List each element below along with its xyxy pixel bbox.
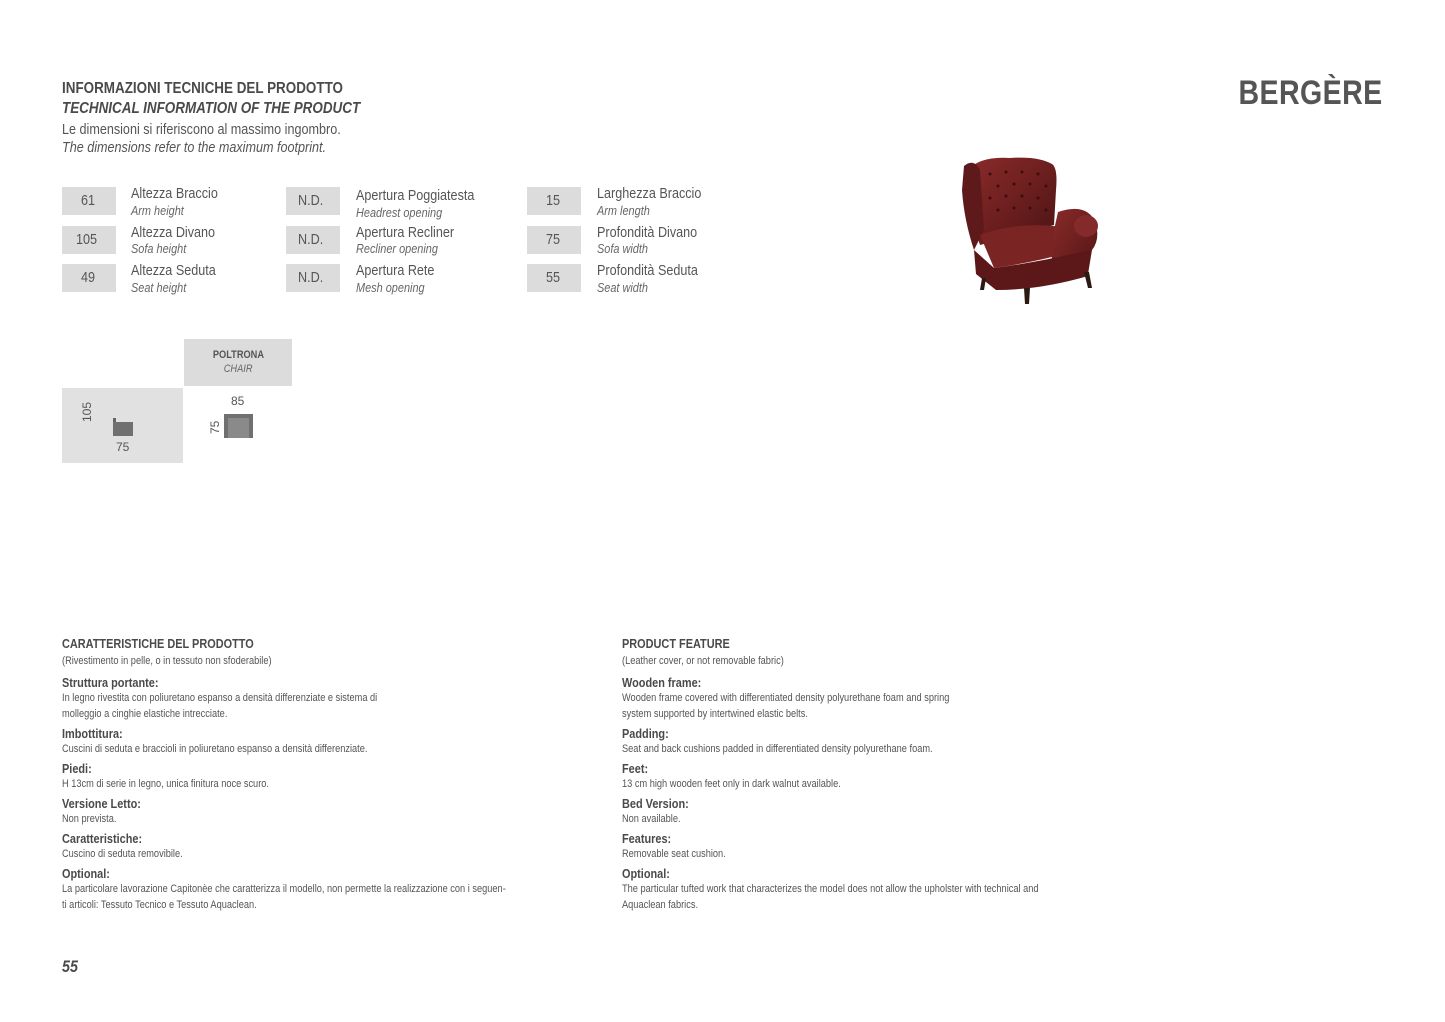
dim-sub-sofa-width: Sofa width: [597, 241, 648, 256]
dim-label-sofa-width: Profondità Divano: [597, 224, 698, 241]
dim-sub-seat-width: Seat width: [597, 280, 648, 295]
feature-text: Non prevista.: [62, 813, 117, 825]
features-it: [62, 635, 602, 916]
feature-head: Features:: [622, 831, 672, 846]
dim-label-recliner-opening: Apertura Recliner: [356, 224, 455, 241]
features-it-title: CARATTERISTICHE DEL PRODOTTO: [62, 636, 254, 651]
features-en: [622, 635, 1162, 916]
page-number: 55: [62, 957, 78, 976]
dim-sub-recliner-opening: Recliner opening: [356, 241, 438, 256]
dim-label-arm-length: Larghezza Braccio: [597, 185, 702, 202]
feature-head: Wooden frame:: [622, 675, 702, 690]
feature-text: Wooden frame covered with differentiated density polyurethane foam and spring system supported by intertwined elastic belts.: [622, 692, 950, 720]
dim-value-headrest-opening: N.D.: [286, 187, 340, 215]
dim-label-arm-height: Altezza Braccio: [131, 185, 218, 202]
dim-sub-headrest-opening: Headrest opening: [356, 205, 443, 220]
dim-value-sofa-width: 75: [527, 226, 581, 254]
dim-sub-arm-length: Arm length: [597, 203, 650, 218]
feature-text: 13 cm high wooden feet only in dark walnut available.: [622, 778, 841, 790]
dim-label-mesh-opening: Apertura Rete: [356, 262, 435, 279]
model-header-chair: [184, 339, 292, 386]
side-depth-value: 75: [116, 440, 130, 454]
chair-image: [950, 150, 1110, 310]
feature-text: Cuscino di seduta removibile.: [62, 848, 183, 860]
dim-label-sofa-height: Altezza Divano: [131, 224, 216, 241]
side-view-icon: [112, 414, 134, 438]
feature-head: Feet:: [622, 761, 649, 776]
header-title-it: INFORMAZIONI TECNICHE DEL PRODOTTO: [62, 80, 344, 97]
dim-value-sofa-height: 105: [62, 226, 116, 254]
dim-value-seat-width: 55: [527, 264, 581, 292]
dim-value-seat-height: 49: [62, 264, 116, 292]
feature-text: Cuscini di seduta e braccioli in poliuretano espanso a densità differenziate.: [62, 743, 368, 755]
header-note-en: The dimensions refer to the maximum footprint.: [62, 139, 327, 156]
features-en-title: PRODUCT FEATURE: [622, 636, 730, 651]
dim-value-arm-length: 15: [527, 187, 581, 215]
features-en-note: (Leather cover, or not removable fabric): [622, 655, 784, 667]
dim-value-arm-height: 61: [62, 187, 116, 215]
model-header-en: CHAIR: [223, 363, 253, 375]
dim-label-seat-width: Profondità Seduta: [597, 262, 698, 279]
dim-sub-seat-height: Seat height: [131, 280, 187, 295]
dim-label-seat-height: Altezza Seduta: [131, 262, 216, 279]
feature-text: Seat and back cushions padded in differentiated density polyurethane foam.: [622, 743, 933, 755]
feature-head: Caratteristiche:: [62, 831, 143, 846]
feature-head: Struttura portante:: [62, 675, 159, 690]
header-title-en: TECHNICAL INFORMATION OF THE PRODUCT: [62, 100, 361, 117]
features-it-note: (Rivestimento in pelle, o in tessuto non sfoderabile): [62, 655, 272, 667]
dim-value-mesh-opening: N.D.: [286, 264, 340, 292]
feature-text: H 13cm di serie in legno, unica finitura noce scuro.: [62, 778, 269, 790]
dim-sub-sofa-height: Sofa height: [131, 241, 187, 256]
feature-text: In legno rivestita con poliuretano espanso a densità differenziate e sistema di molleggio a cinghie elastiche intrecciate.: [62, 692, 378, 720]
feature-text: Removable seat cushion.: [622, 848, 726, 860]
top-depth-value: 75: [208, 420, 222, 434]
top-width-value: 85: [231, 394, 245, 408]
feature-head: Bed Version:: [622, 796, 689, 811]
side-height-value: 105: [80, 401, 94, 422]
feature-head: Padding:: [622, 726, 669, 741]
feature-head: Piedi:: [62, 761, 92, 776]
dim-sub-arm-height: Arm height: [131, 203, 184, 218]
feature-head: Optional:: [622, 866, 670, 881]
feature-head: Versione Letto:: [62, 796, 141, 811]
dim-value-recliner-opening: N.D.: [286, 226, 340, 254]
side-view-cell: [62, 388, 183, 463]
top-view-icon: [224, 414, 253, 438]
header-note-it: Le dimensioni si riferiscono al massimo ingombro.: [62, 121, 341, 138]
dim-label-headrest-opening: Apertura Poggiatesta: [356, 187, 475, 204]
dim-sub-mesh-opening: Mesh opening: [356, 280, 425, 295]
feature-text: La particolare lavorazione Capitonèe che caratterizza il modello, non permette la realizzazione con i seguen- ti articoli: Tessuto Tecnico e Tessuto Aquaclean.: [62, 883, 506, 911]
model-header-it: POLTRONA: [212, 349, 264, 361]
product-name: BERGÈRE: [1238, 74, 1383, 112]
feature-text: The particular tufted work that characterizes the model does not allow the upholster with technical and Aquaclean fabrics.: [622, 883, 1039, 911]
feature-head: Imbottitura:: [62, 726, 123, 741]
feature-text: Non available.: [622, 813, 681, 825]
feature-head: Optional:: [62, 866, 110, 881]
